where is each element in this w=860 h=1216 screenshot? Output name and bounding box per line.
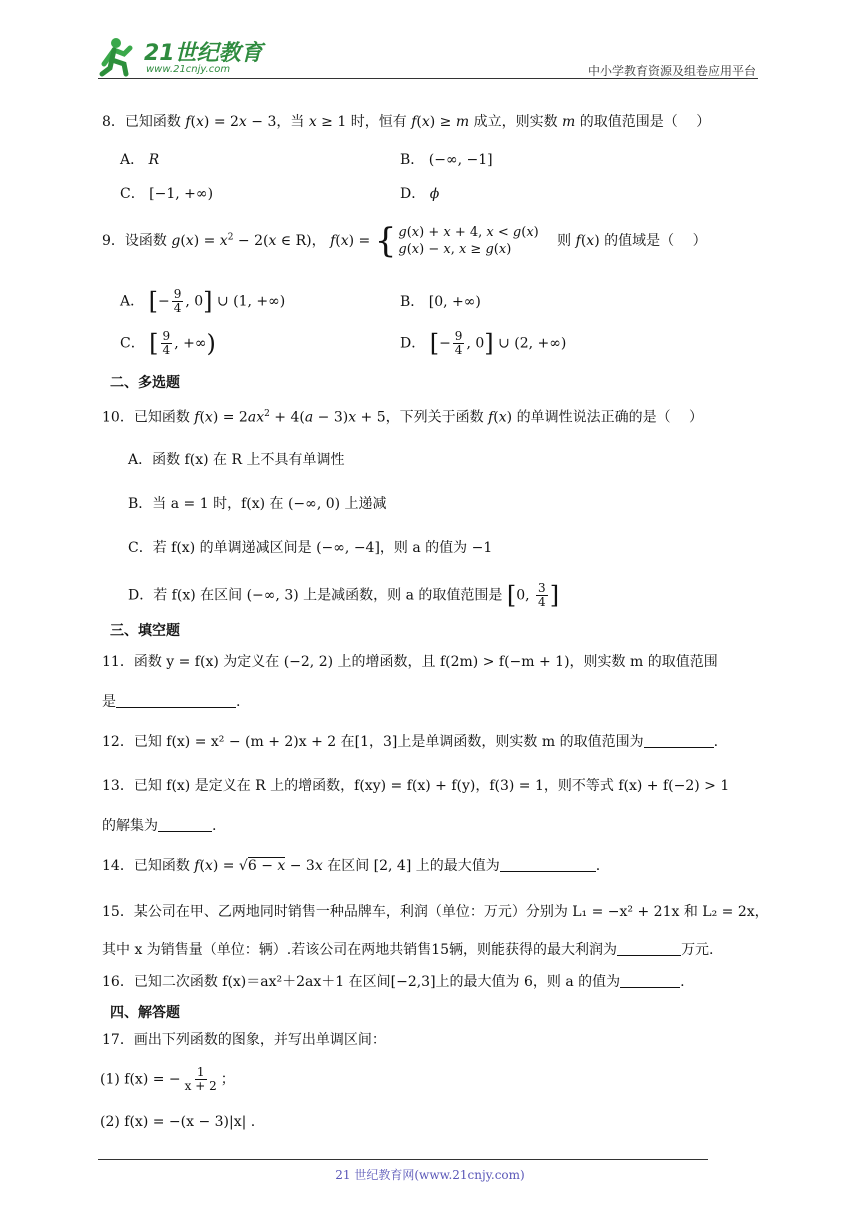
question-17-part-1: (1) f(x) = − $\frac{1}{x + 2}$ ； (100, 1065, 235, 1093)
q8-option-c[interactable]: C． [−1, +∞) (120, 186, 214, 202)
question-10: 10．已知函数 $f(x) = 2ax^2 + 4(a - 3)x + 5$，下列关于函数 f(x) 的单调性说法正确的是（ ） (102, 409, 704, 426)
platform-title: 中小学教育资源及组卷应用平台 (587, 64, 756, 78)
section-heading-solution: 四、解答题 (110, 1005, 180, 1021)
question-13: 13．已知 f(x) 是定义在 R 上的增函数，f(xy) = f(x) + f(y)，f(3) = 1，则不等式 f(x) + f(−2) > 1 (102, 778, 730, 794)
answer-blank-11[interactable] (116, 693, 236, 708)
question-14: 14．已知函数 f(x) = √6 − x − 3x 在区间 [2, 4] 上的最大值为 . (102, 858, 601, 874)
question-12: 12．已知 f(x) = x² − (m + 2)x + 2 在[1，3]上是单调函数，则实数 m 的取值范围为 . (102, 734, 719, 750)
q9-option-a[interactable]: A． [− $\frac{9}{4}$ , 0] ∪ (1, +∞) (120, 287, 286, 316)
footer-divider (98, 1159, 708, 1160)
answer-blank-16[interactable] (620, 973, 680, 988)
q10-option-b[interactable]: B．当 a = 1 时，f(x) 在 (−∞, 0) 上递减 (128, 496, 387, 512)
q8-option-a[interactable]: A． R (120, 152, 160, 168)
footer-text[interactable]: 21 世纪教育网(www.21cnjy.com) (335, 1168, 525, 1182)
q9-option-d[interactable]: D． [− $\frac{9}{4}$ , 0] ∪ (2, +∞) (400, 329, 567, 358)
logo-title: 21世纪教育 (144, 41, 263, 66)
question-13-line2: 的解集为 . (102, 818, 217, 834)
section-heading-fill-blank: 三、填空题 (110, 623, 180, 639)
question-17: 17．画出下列函数的图象，并写出单调区间： (102, 1032, 386, 1048)
q10-option-d[interactable]: D．若 f(x) 在区间 (−∞, 3) 上是减函数，则 a 的取值范围是 [0, $\frac{3}{4}$ ] (128, 581, 560, 610)
q9-option-c[interactable]: C． [ $\frac{9}{4}$ , +∞) (120, 329, 216, 358)
question-11: 11．函数 y = f(x) 为定义在 (−2, 2) 上的增函数，且 f(2m) > f(−m + 1)，则实数 m 的取值范围 (102, 654, 718, 670)
header-divider (98, 78, 758, 79)
answer-blank-12[interactable] (644, 733, 714, 748)
answer-blank-15[interactable] (617, 941, 681, 956)
q9-option-b[interactable]: B． [0, +∞) (400, 294, 481, 310)
question-9: 9．设函数 $g(x) = x^2 - 2(x$ ∈ R)， f(x) = { g(x) + x + 4, x < g(x) g(x) − x, x ≥ g(x) 则 f(x) 的值域是（ ） (102, 221, 707, 261)
question-11-line2: 是 . (102, 694, 241, 710)
question-15: 15．某公司在甲、乙两地同时销售一种品牌车，利润（单位：万元）分别为 L₁ = −x² + 21x 和 L₂ = 2x， (102, 904, 769, 920)
logo-url: www.21cnjy.com (146, 64, 231, 75)
question-15-line2: 其中 x 为销售量（单位：辆）.若该公司在两地共销售15辆，则能获得的最大利润为 万元. (102, 942, 714, 958)
section-heading-multiple-choice: 二、多选题 (110, 375, 180, 391)
question-17-part-2: (2) f(x) = −(x − 3)|x| . (100, 1114, 256, 1130)
q10-option-c[interactable]: C．若 f(x) 的单调递减区间是 (−∞, −4]，则 a 的值为 −1 (128, 540, 493, 556)
question-16: 16．已知二次函数 f(x)＝ax²＋2ax＋1 在区间[−2,3]上的最大值为 6，则 a 的值为 . (102, 974, 685, 990)
q10-option-a[interactable]: A．函数 f(x) 在 R 上不具有单调性 (128, 452, 345, 468)
q8-option-b[interactable]: B． (−∞, −1] (400, 152, 493, 168)
answer-blank-14[interactable] (500, 857, 596, 872)
answer-blank-13[interactable] (158, 817, 212, 832)
question-8: 8．已知函数 f(x) = 2x − 3，当 x ≥ 1 时，恒有 f(x) ≥ m 成立，则实数 m 的取值范围是（ ） (102, 114, 711, 130)
q8-option-d[interactable]: D． ϕ (400, 186, 440, 202)
logo (96, 34, 263, 78)
